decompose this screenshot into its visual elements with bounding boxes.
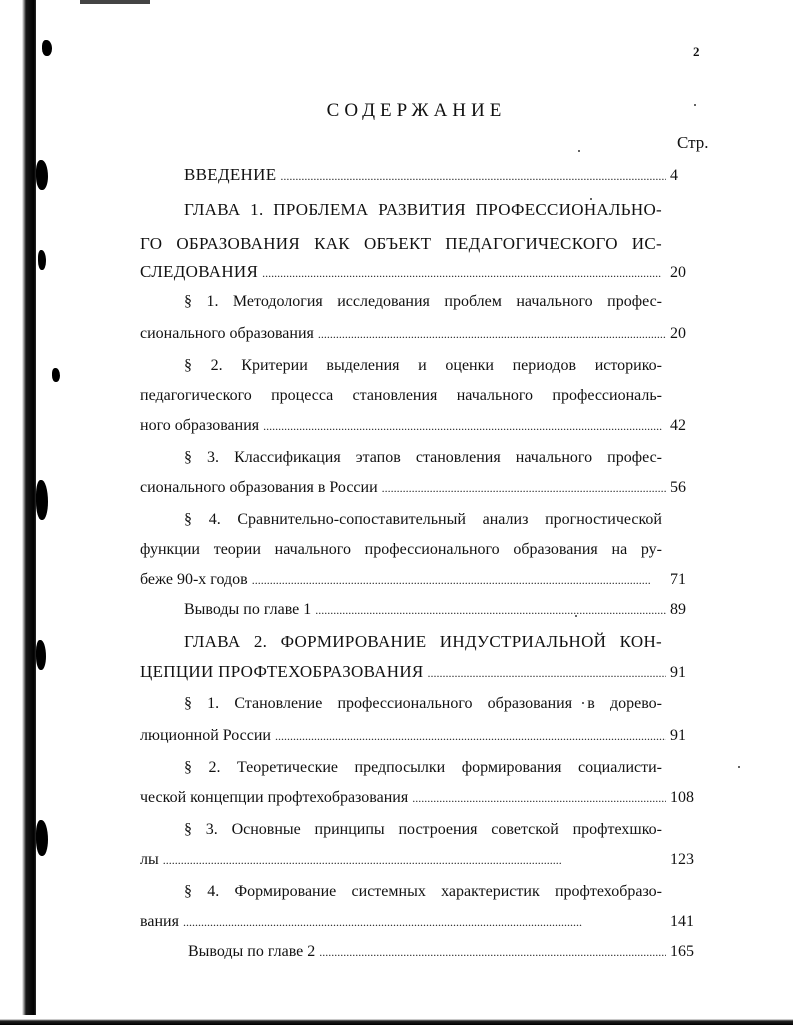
scan-speck [738, 766, 740, 768]
dot-leader [319, 940, 666, 964]
dot-leader [412, 786, 666, 810]
toc-entry-ch2-s4-line-2 [140, 910, 710, 934]
toc-entry-page: 165 [670, 943, 694, 960]
dot-leader [263, 414, 666, 438]
dot-leader [183, 910, 666, 934]
toc-entry-text: вания [140, 913, 179, 930]
dot-leader [428, 661, 666, 685]
toc-entry-text: лы [140, 851, 159, 868]
dot-leader [252, 568, 666, 592]
toc-entry-text: ЦЕПЦИИ ПРОФТЕХОБРАЗОВАНИЯ [140, 662, 424, 681]
scan-artifact-top [80, 0, 150, 4]
toc-entry-page: 56 [670, 479, 686, 496]
toc-entry-ch1-s3-line-2 [140, 476, 710, 500]
toc-entry-text: ного образования [140, 417, 260, 434]
toc-entry-ch2-s3-line-2 [140, 848, 710, 872]
toc-entry-ch2-conclusions[interactable] [188, 940, 710, 964]
toc-entry-chapter-1-line-2: ГО ОБРАЗОВАНИЯ КАК ОБЪЕКТ ПЕДАГОГИЧЕСКОГО ИС- [140, 234, 662, 253]
toc-entry-ch1-s4-line-3 [140, 568, 710, 592]
toc-entry-ch1-s2-line-3 [140, 414, 710, 438]
scan-artifact-bottom [0, 1015, 793, 1025]
dot-leader [382, 476, 666, 500]
toc-entry-ch2-s1-line-2 [140, 724, 710, 748]
toc-entry-text: люционной России [140, 727, 271, 744]
toc-entry-ch2-s2-line-2 [140, 786, 710, 810]
toc-entry-page: 108 [670, 789, 694, 806]
toc-entry-ch1-conclusions[interactable] [184, 598, 710, 622]
toc-entry-page: 42 [670, 417, 686, 434]
toc-entry-page: 141 [670, 913, 694, 930]
toc-entry-text: СЛЕДОВАНИЯ [140, 262, 259, 281]
toc-entry-ch1-s4-line-1[interactable]: § 4. Сравнительно-сопоставительный анализ прогностической [184, 511, 662, 528]
toc-entry-text: ВВЕДЕНИЕ [184, 165, 277, 184]
toc-entry-introduction[interactable] [184, 163, 710, 187]
toc-entry-text: ческой концепции профтехобразования [140, 789, 409, 806]
toc-entry-text: беже 90-х годов [140, 571, 248, 588]
dot-leader [262, 261, 666, 285]
page-number: 2 [693, 44, 700, 59]
toc-entry-page: 91 [670, 727, 686, 744]
toc-entry-ch1-s1-line-1[interactable]: § 1. Методология исследования проблем начального профес- [184, 293, 662, 310]
dot-leader [163, 848, 666, 872]
toc-entry-chapter-2-line-1[interactable]: ГЛАВА 2. ФОРМИРОВАНИЕ ИНДУСТРИАЛЬНОЙ КОН- [184, 632, 662, 651]
toc-entry-text: сионального образования в России [140, 479, 378, 496]
scan-artifact-blob [42, 40, 52, 56]
toc-entry-ch1-s3-line-1[interactable]: § 3. Классификация этапов становления начального профес- [184, 449, 662, 466]
toc-entry-ch2-s1-line-1[interactable]: § 1. Становление профессионального образования в дорево- [184, 695, 662, 712]
toc-entry-page: 20 [670, 325, 686, 342]
toc-entry-page: 20 [670, 264, 686, 281]
dot-leader [275, 724, 666, 748]
toc-entry-text: Выводы по главе 2 [188, 943, 316, 960]
toc-entry-page: 71 [670, 571, 686, 588]
toc-entry-ch1-s2-line-2: педагогического процесса становления начального профессиональ- [140, 387, 662, 404]
toc-entry-page: 89 [670, 601, 686, 618]
toc-entry-ch2-s3-line-1[interactable]: § 3. Основные принципы построения советской профтехшко- [184, 821, 662, 838]
dot-leader [280, 164, 666, 188]
pages-column-header: Стр. [677, 133, 709, 152]
toc-entry-text: сионального образования [140, 325, 314, 342]
toc-entry-ch1-s2-line-1[interactable]: § 2. Критерии выделения и оценки периодов историко- [184, 357, 662, 374]
scan-artifact-blob [38, 250, 46, 270]
toc-title: СОДЕРЖАНИЕ [326, 100, 507, 121]
scan-speck [578, 150, 580, 152]
scan-artifact-blob [52, 368, 60, 382]
toc-entry-text: Выводы по главе 1 [184, 601, 312, 618]
toc-entry-page: 123 [670, 851, 694, 868]
scan-artifact-blob [36, 640, 46, 670]
toc-entry-page: 4 [670, 167, 678, 184]
toc-entry-chapter-1-line-3 [140, 260, 710, 284]
toc-entry-ch2-s2-line-1[interactable]: § 2. Теоретические предпосылки формирования социалисти- [184, 759, 662, 776]
toc-entry-ch2-s4-line-1[interactable]: § 4. Формирование системных характеристик профтехобразо- [184, 883, 662, 900]
scan-artifact-blob [36, 820, 48, 856]
toc-entry-ch1-s4-line-2: функции теории начального профессионального образования на ру- [140, 541, 662, 558]
scan-artifact-blob [36, 480, 48, 520]
dot-leader [318, 322, 666, 346]
dot-leader [315, 598, 666, 622]
toc-entry-page: 91 [670, 664, 686, 681]
toc-entry-ch1-s1-line-2 [140, 322, 710, 346]
toc-entry-chapter-1-line-1[interactable]: ГЛАВА 1. ПРОБЛЕМА РАЗВИТИЯ ПРОФЕССИОНАЛЬНО- [184, 200, 662, 219]
scan-artifact-left-border [0, 0, 36, 1025]
toc-entry-chapter-2-line-2 [140, 660, 710, 684]
scan-artifact-blob [36, 160, 48, 190]
